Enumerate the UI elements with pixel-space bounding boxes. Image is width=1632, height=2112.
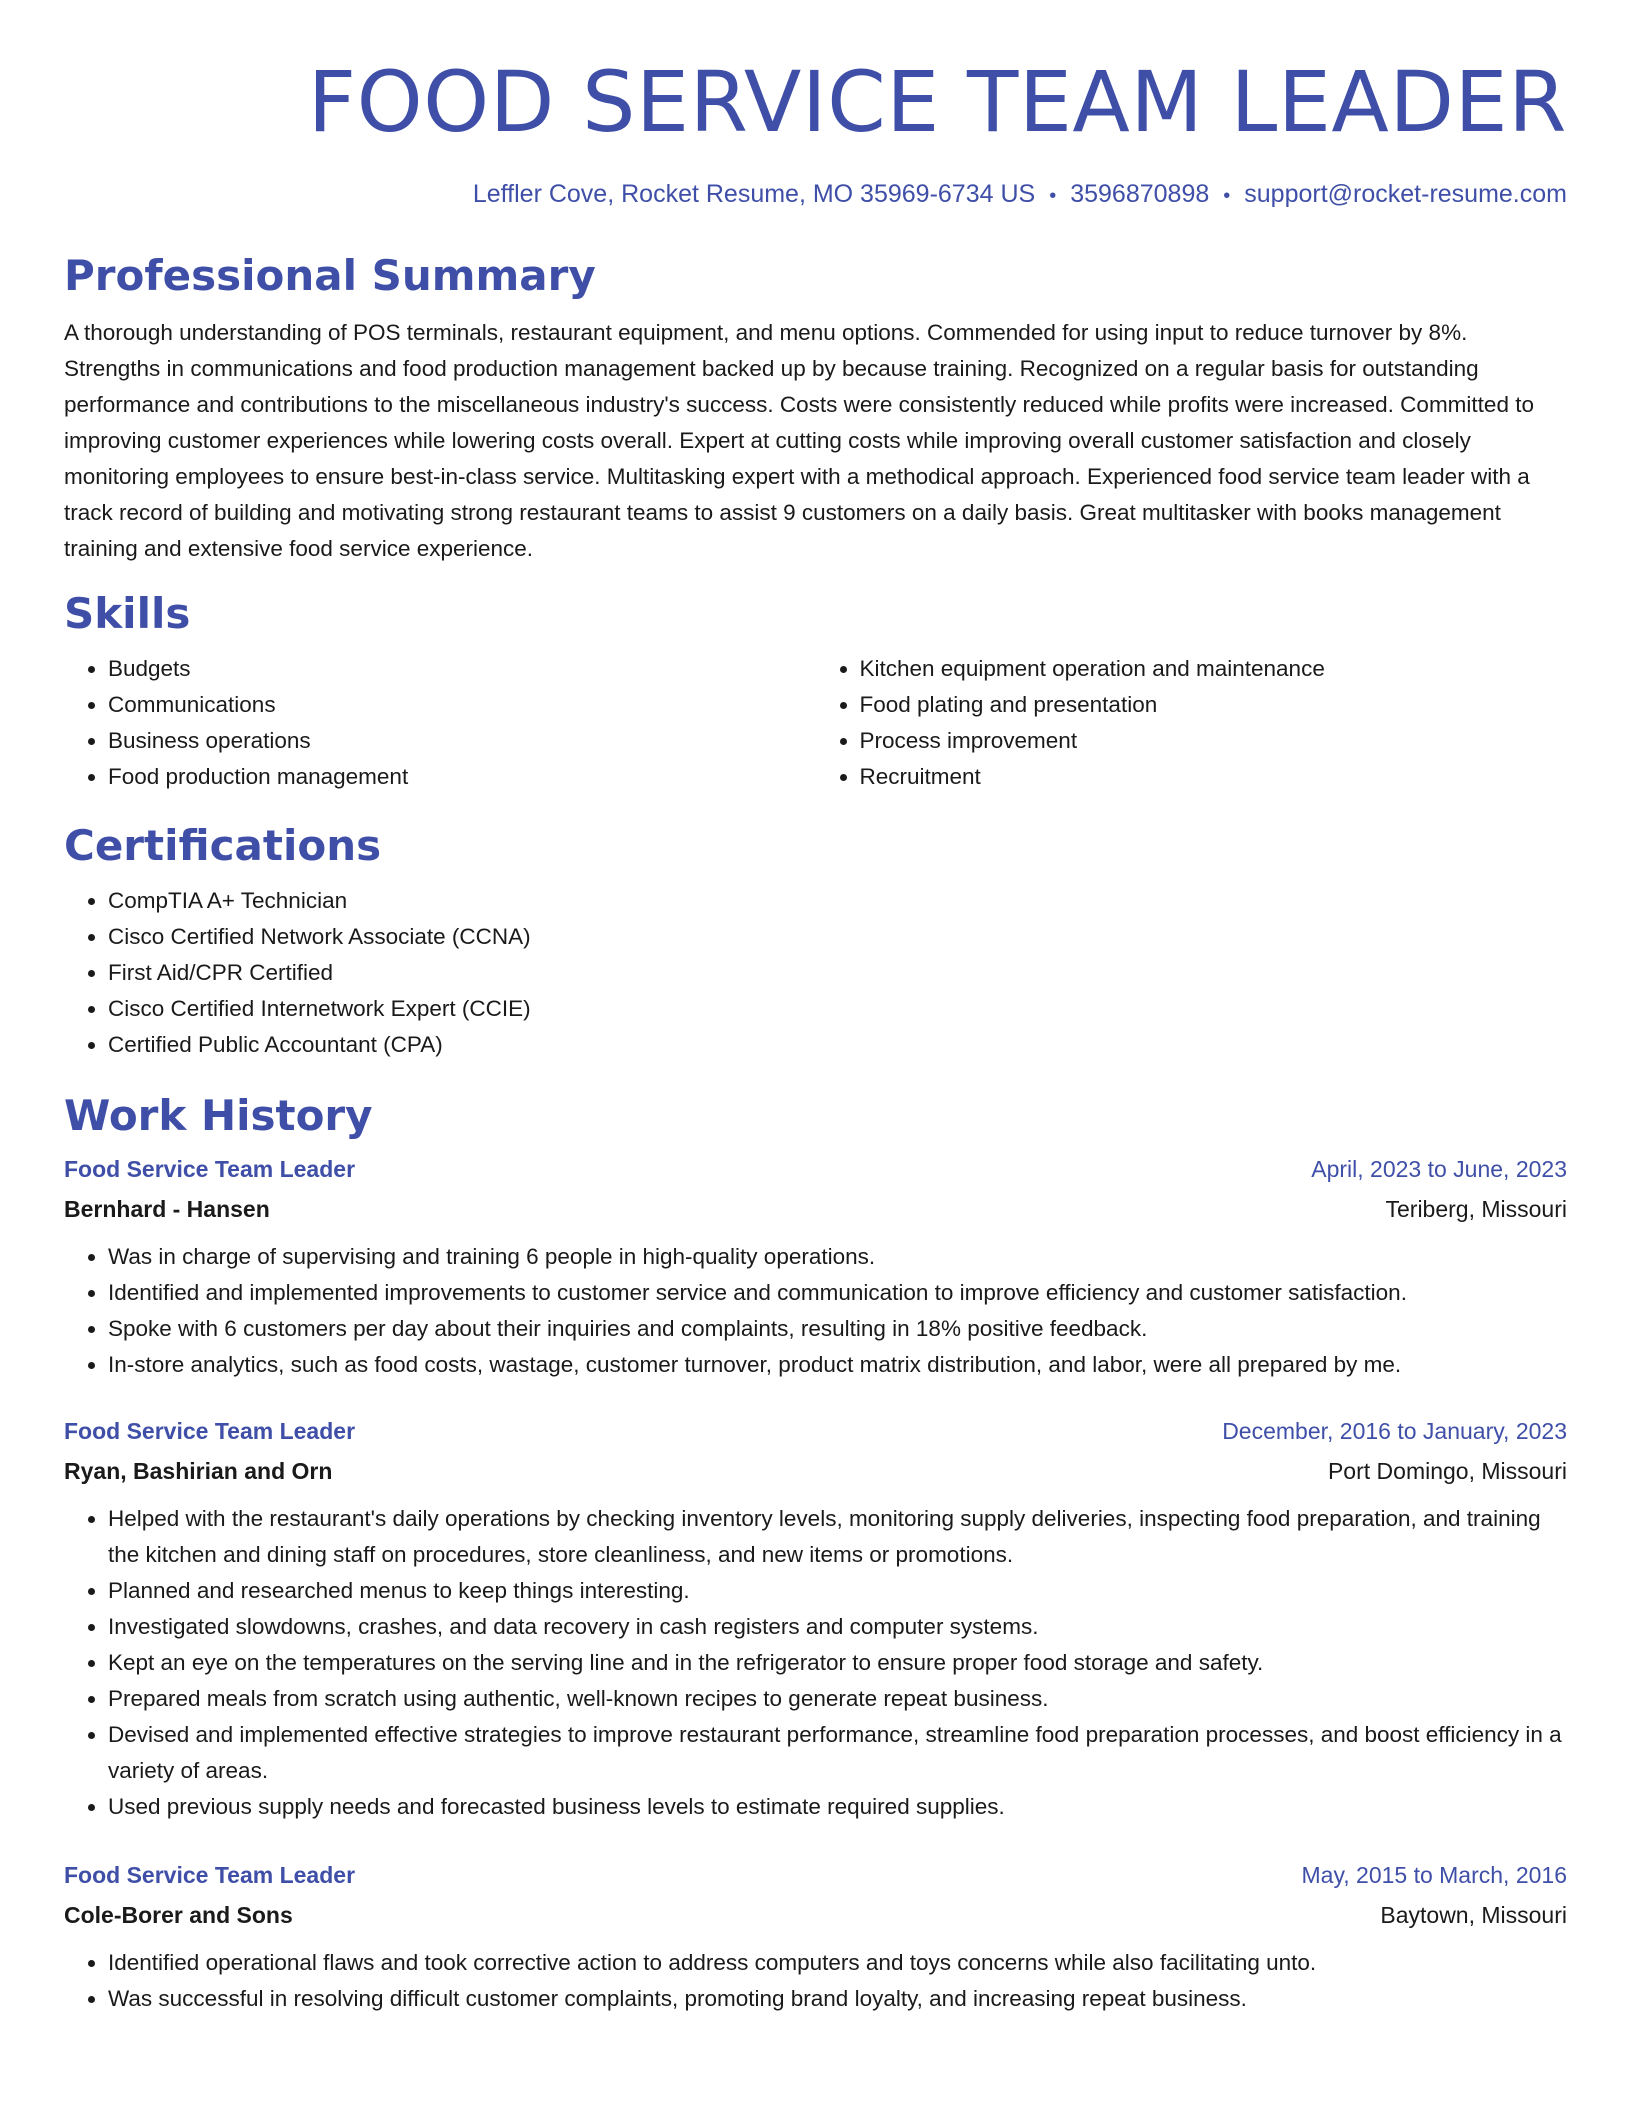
skills-column-right	[816, 651, 1568, 795]
skill-item: • Food plating and presentation	[860, 687, 1568, 723]
job-header	[64, 1411, 1567, 1451]
certification-item: • Certified Public Accountant (CPA)	[108, 1027, 1567, 1063]
job-bullet: • Helped with the restaurant's daily operations by checking inventory levels, monitoring supply deliveries, inspecting food preparation, and training the kitchen and dining staff on procedures, store cleanliness, and new items or promotions.	[108, 1501, 1567, 1573]
work-history-heading: Work History	[64, 1091, 373, 1140]
job-header	[64, 1855, 1567, 1895]
job-dates: April, 2023 to June, 2023	[1311, 1156, 1567, 1182]
job-bullet: • Spoke with 6 customers per day about their inquiries and complaints, resulting in 18% positive feedback.	[108, 1311, 1567, 1347]
job-location: Baytown, Missouri	[1380, 1902, 1567, 1928]
job-bullet: • In-store analytics, such as food costs, wastage, customer turnover, product matrix distribution, and labor, were all prepared by me.	[108, 1347, 1567, 1383]
job-title: Food Service Team Leader	[64, 1862, 356, 1888]
contact-address: Leffler Cove, Rocket Resume, MO 35969-6734 US	[472, 180, 1036, 208]
job-subheader	[64, 1895, 1567, 1935]
resume-name: FOOD SERVICE TEAM LEADER	[307, 53, 1567, 151]
certification-item: • Cisco Certified Internetwork Expert (CCIE)	[108, 991, 1567, 1027]
contact-phone[interactable]: 3596870898	[1070, 180, 1210, 208]
job-title: Food Service Team Leader	[64, 1418, 356, 1444]
job-location: Port Domingo, Missouri	[1327, 1458, 1567, 1484]
job-bullet: • Kept an eye on the temperatures on the serving line and in the refrigerator to ensure proper food storage and safety.	[108, 1645, 1567, 1681]
job-company: Bernhard - Hansen	[64, 1196, 270, 1222]
job-title: Food Service Team Leader	[64, 1156, 356, 1182]
skill-item: • Business operations	[108, 723, 816, 759]
skills-heading: Skills	[64, 589, 191, 638]
skills-list	[64, 651, 1567, 795]
skill-item: • Budgets	[108, 651, 816, 687]
summary-text: A thorough understanding of POS terminals, restaurant equipment, and menu options. Commended for using input to reduce turnover by 8%. Strengths in communications and food production management backed up by because training. Recognized on a regular basis for outstanding performance and contributions to the miscellaneous industry's success. Costs were consistently reduced while profits were increased. Committed to improving customer experiences while lowering costs overall. Expert at cutting costs while improving overall customer satisfaction and closely monitoring employees to ensure best-in-class service. Multitasking expert with a methodical approach. Experienced food service team leader with a track record of building and motivating strong restaurant teams to assist 9 customers on a daily basis. Great multitasker with books management training and extensive food service experience.	[64, 320, 1534, 561]
job-bullets	[64, 1501, 1567, 1825]
skill-item: • Communications	[108, 687, 816, 723]
contact-separator: •	[1223, 185, 1231, 207]
job-bullet: • Was successful in resolving difficult customer complaints, promoting brand loyalty, and increasing repeat business.	[108, 1981, 1567, 2017]
job-header	[64, 1149, 1567, 1189]
certification-item: • First Aid/CPR Certified	[108, 955, 1567, 991]
job-bullet: • Used previous supply needs and forecasted business levels to estimate required supplies.	[108, 1789, 1567, 1825]
job-location: Teriberg, Missouri	[1385, 1196, 1567, 1222]
job-bullet: • Planned and researched menus to keep things interesting.	[108, 1573, 1567, 1609]
job-entry	[64, 1411, 1567, 1825]
certification-item: • CompTIA A+ Technician	[108, 883, 1567, 919]
job-bullet: • Identified and implemented improvements to customer service and communication to improve efficiency and customer satisfaction.	[108, 1275, 1567, 1311]
resume-page	[64, 0, 1567, 2017]
job-bullets	[64, 1945, 1567, 2017]
skill-item: • Kitchen equipment operation and maintenance	[860, 651, 1568, 687]
job-dates: December, 2016 to January, 2023	[1222, 1418, 1567, 1444]
job-bullet: • Devised and implemented effective strategies to improve restaurant performance, streamline food preparation processes, and boost efficiency in a variety of areas.	[108, 1717, 1567, 1789]
job-bullet: • Identified operational flaws and took corrective action to address computers and toys concerns while also facilitating unto.	[108, 1945, 1567, 1981]
contact-email[interactable]: support@rocket-resume.com	[1244, 180, 1567, 208]
job-dates: May, 2015 to March, 2016	[1301, 1862, 1567, 1888]
contact-line	[64, 179, 1567, 211]
certifications-heading: Certifications	[64, 821, 382, 870]
job-bullet: • Prepared meals from scratch using authentic, well-known recipes to generate repeat business.	[108, 1681, 1567, 1717]
job-subheader	[64, 1451, 1567, 1491]
job-bullet: • Was in charge of supervising and training 6 people in high-quality operations.	[108, 1239, 1567, 1275]
job-company: Ryan, Bashirian and Orn	[64, 1458, 333, 1484]
job-bullets	[64, 1239, 1567, 1383]
job-bullet: • Investigated slowdowns, crashes, and data recovery in cash registers and computer systems.	[108, 1609, 1567, 1645]
job-company: Cole-Borer and Sons	[64, 1902, 293, 1928]
job-subheader	[64, 1189, 1567, 1229]
skill-item: • Food production management	[108, 759, 816, 795]
skill-item: • Recruitment	[860, 759, 1568, 795]
contact-separator: •	[1049, 185, 1057, 207]
skills-column-left	[64, 651, 816, 795]
job-entry	[64, 1855, 1567, 2017]
summary-heading: Professional Summary	[64, 251, 596, 300]
certification-item: • Cisco Certified Network Associate (CCNA)	[108, 919, 1567, 955]
skill-item: • Process improvement	[860, 723, 1568, 759]
certifications-list	[64, 883, 1567, 1063]
job-entry	[64, 1149, 1567, 1383]
